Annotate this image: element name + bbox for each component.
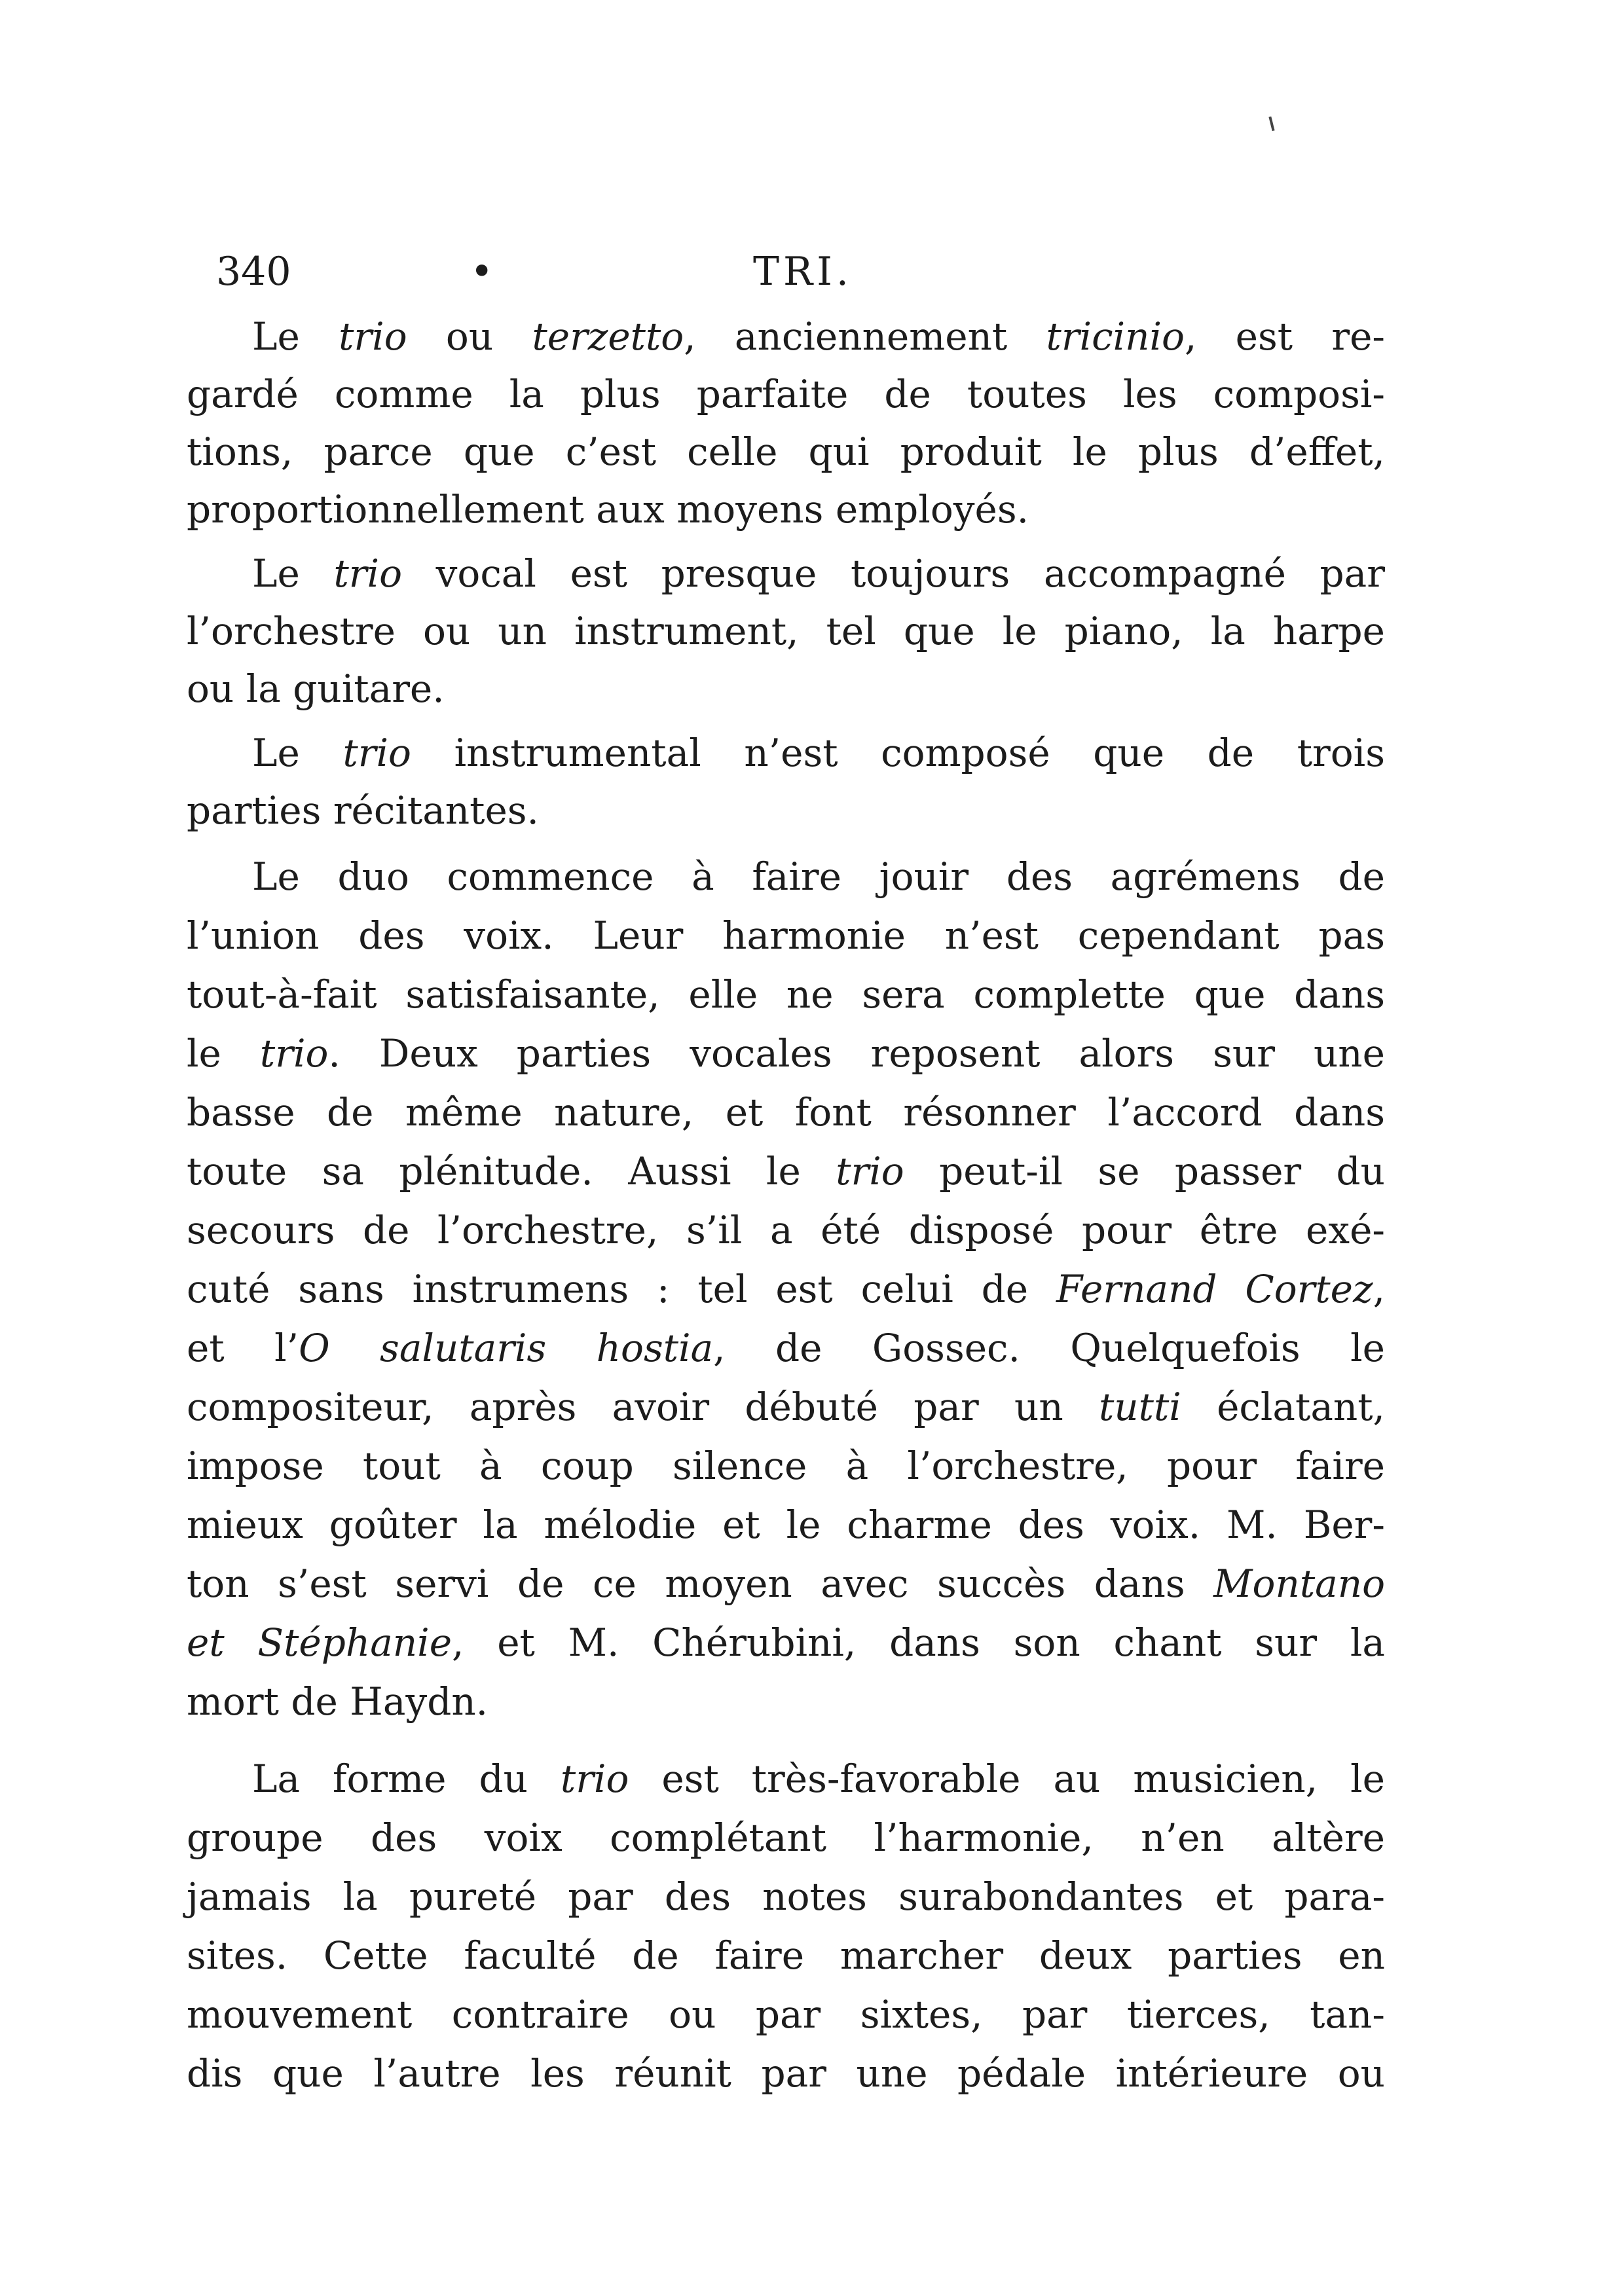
- text-line: [187, 1201, 1385, 1260]
- italic-text: Montano: [1213, 1561, 1385, 1606]
- text-segment: groupe des voix complétant l’harmonie, n’en altère: [187, 1815, 1385, 1860]
- text-segment: et l’: [187, 1326, 299, 1370]
- text-segment: La forme du: [252, 1757, 561, 1801]
- text-segment: peut-il se passer du: [904, 1149, 1386, 1194]
- text-line: [187, 724, 1385, 782]
- text-line: [187, 782, 1385, 839]
- text-segment: secours de l’orchestre, s’il a été disposé pour être exé-: [187, 1208, 1385, 1252]
- text-line: [187, 1024, 1385, 1083]
- paragraph-1: [187, 308, 1385, 538]
- text-line: [187, 602, 1385, 660]
- text-line: [187, 1808, 1385, 1867]
- text-segment: tout-à-fait satisfaisante, elle ne sera complette que dans: [187, 972, 1385, 1017]
- text-line: [187, 1985, 1385, 2044]
- text-segment: ,: [1373, 1267, 1385, 1311]
- italic-text: terzetto: [532, 314, 684, 359]
- italic-text: trio: [259, 1031, 329, 1076]
- text-line: [187, 660, 1385, 718]
- text-segment: impose tout à coup silence à l’orchestre, pour faire: [187, 1444, 1385, 1488]
- text-segment: est très-favorable au musicien, le: [629, 1757, 1385, 1801]
- text-segment: gardé comme la plus parfaite de toutes les composi-: [187, 372, 1385, 416]
- text-segment: tions, parce que c’est celle qui produit le plus d’effet,: [187, 429, 1385, 474]
- italic-text: trio: [339, 314, 407, 359]
- paragraph-5: [187, 1749, 1385, 2103]
- text-segment: ton s’est servi de ce moyen avec succès dans: [187, 1561, 1214, 1606]
- text-segment: Le duo commence à faire jouir des agrémens de: [252, 854, 1385, 899]
- text-segment: , est re-: [1184, 314, 1385, 359]
- text-line: [187, 1260, 1385, 1319]
- text-line: [187, 1436, 1385, 1495]
- text-segment: , anciennement: [684, 314, 1046, 359]
- italic-text: O salutaris hostia: [299, 1326, 714, 1370]
- paragraph-3: [187, 724, 1385, 839]
- text-segment: mort de Haydn.: [187, 1679, 489, 1724]
- text-line: [187, 308, 1385, 365]
- header-separator: •: [470, 249, 494, 295]
- text-line: [187, 1377, 1385, 1436]
- text-line: [187, 2044, 1385, 2103]
- text-segment: , de Gossec. Quelquefois le: [713, 1326, 1385, 1370]
- text-line: [187, 545, 1385, 602]
- text-segment: mieux goûter la mélodie et le charme des voix. M. Ber-: [187, 1503, 1385, 1547]
- text-segment: Le: [252, 551, 334, 596]
- text-line: [187, 1495, 1385, 1554]
- text-line: [187, 906, 1385, 965]
- text-line: [187, 965, 1385, 1024]
- italic-text: et Stéphanie: [187, 1620, 452, 1665]
- body-text: [187, 308, 1385, 2103]
- text-segment: cuté sans instrumens : tel est celui de: [187, 1267, 1056, 1311]
- text-segment: , et M. Chérubini, dans son chant sur la: [452, 1620, 1385, 1665]
- italic-text: trio: [342, 731, 411, 775]
- text-segment: l’union des voix. Leur harmonie n’est cependant pas: [187, 913, 1385, 958]
- text-segment: toute sa plénitude. Aussi le: [187, 1149, 836, 1194]
- paragraph-4: [187, 847, 1385, 1731]
- text-line: [187, 847, 1385, 906]
- text-line: [187, 423, 1385, 481]
- text-segment: basse de même nature, et font résonner l’accord dans: [187, 1090, 1385, 1135]
- text-line: [187, 1749, 1385, 1808]
- text-segment: le: [187, 1031, 260, 1076]
- text-segment: Le: [252, 731, 343, 775]
- text-line: [187, 1319, 1385, 1377]
- text-line: [187, 1672, 1385, 1731]
- paragraph-2: [187, 545, 1385, 718]
- italic-text: Fernand Cortez: [1056, 1267, 1373, 1311]
- page-number: 340: [216, 249, 291, 295]
- text-segment: proportionnellement aux moyens employés.: [187, 487, 1029, 532]
- text-line: [187, 1554, 1385, 1613]
- text-segment: ou: [407, 314, 532, 359]
- text-segment: . Deux parties vocales reposent alors sur une: [328, 1031, 1385, 1076]
- page-header: [216, 239, 1388, 304]
- text-line: [187, 1867, 1385, 1926]
- text-segment: dis que l’autre les réunit par une pédale intérieure ou: [187, 2051, 1385, 2096]
- text-segment: parties récitantes.: [187, 788, 539, 833]
- text-segment: jamais la pureté par des notes surabondantes et para-: [187, 1874, 1385, 1919]
- text-line: [187, 1142, 1385, 1201]
- text-line: [187, 1083, 1385, 1142]
- text-line: [187, 481, 1385, 538]
- italic-text: trio: [836, 1149, 904, 1194]
- text-segment: ou la guitare.: [187, 666, 445, 711]
- page-speck: [1268, 117, 1274, 131]
- italic-text: tutti: [1098, 1385, 1181, 1429]
- italic-text: trio: [560, 1757, 629, 1801]
- text-segment: instrumental n’est composé que de trois: [411, 731, 1385, 775]
- text-segment: sites. Cette faculté de faire marcher deux parties en: [187, 1933, 1385, 1978]
- text-segment: compositeur, après avoir débuté par un: [187, 1385, 1099, 1429]
- italic-text: tricinio: [1046, 314, 1185, 359]
- text-segment: éclatant,: [1181, 1385, 1385, 1429]
- text-line: [187, 1613, 1385, 1672]
- text-line: [187, 365, 1385, 423]
- text-segment: Le: [252, 314, 339, 359]
- text-segment: mouvement contraire ou par sixtes, par tierces, tan-: [187, 1992, 1385, 2037]
- running-head: TRI.: [753, 249, 853, 295]
- text-segment: vocal est presque toujours accompagné par: [402, 551, 1385, 596]
- text-line: [187, 1926, 1385, 1985]
- italic-text: trio: [333, 551, 402, 596]
- text-segment: l’orchestre ou un instrument, tel que le piano, la harpe: [187, 609, 1385, 653]
